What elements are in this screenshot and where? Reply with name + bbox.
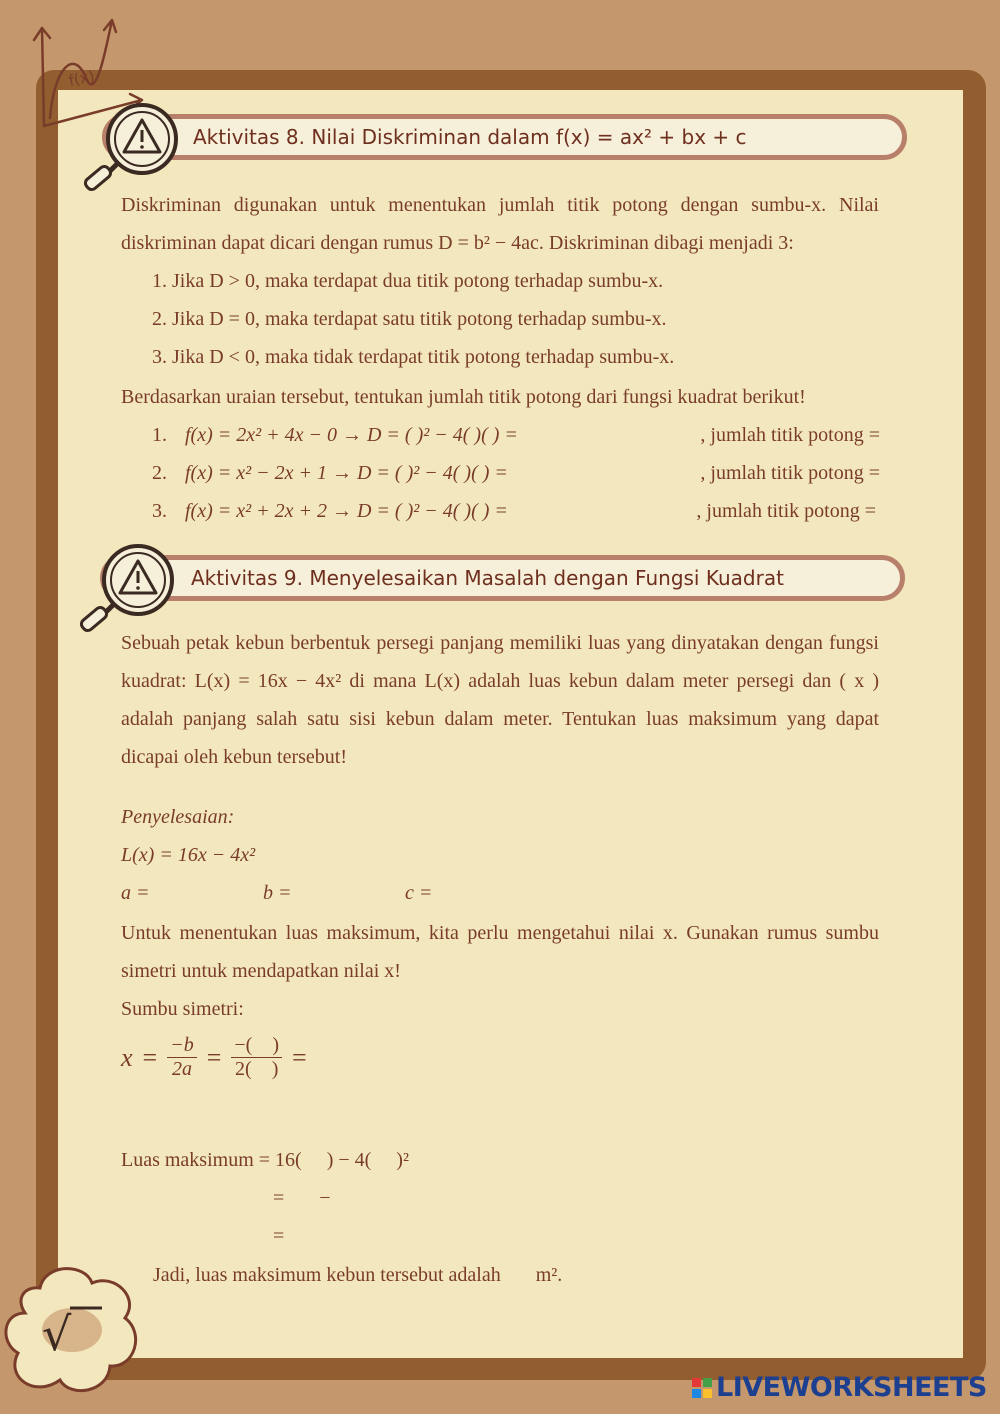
graph-label: f(x) — [67, 66, 97, 90]
rule-3: 3. Jika D < 0, maka tidak terdapat titik potong terhadap sumbu-x. — [152, 346, 675, 368]
fraction-b-2a — [167, 1034, 197, 1081]
max-area-line-2: = − — [273, 1187, 331, 1209]
fraction-numerator: −( ) — [231, 1034, 282, 1058]
fraction-denominator: 2a — [171, 1058, 192, 1080]
axis-x: x — [121, 1042, 133, 1072]
exercise-number: 1. — [152, 424, 167, 446]
logo-text: LIVEWORKSHEETS — [716, 1372, 987, 1403]
sqrt-cloud-icon — [0, 1258, 145, 1403]
axis-label: Sumbu simetri: — [121, 998, 244, 1020]
liveworksheets-logo[interactable] — [692, 1372, 987, 1403]
logo-square — [692, 1378, 701, 1387]
instruction-text: Untuk menentukan luas maksimum, kita perlu mengetahui nilai x. Gunakan rumus sumbu simetri untuk mendapatkan nilai x! — [121, 922, 879, 982]
exercise-expression: f(x) = x² + 2x + 2 → D = ( )² − 4( )( ) = — [185, 500, 508, 522]
exercise-tail: , jumlah titik potong = — [696, 500, 876, 522]
equals-sign: = — [292, 1042, 307, 1072]
activity8-title: Aktivitas 8. Nilai Diskriminan dalam f(x) = ax² + bx + c — [193, 125, 747, 149]
exercise-number: 2. — [152, 462, 167, 484]
logo-squares-icon — [692, 1378, 712, 1398]
axis-formula — [121, 1034, 317, 1081]
solution-label: Penyelesaian: — [121, 806, 235, 828]
exercise-row — [152, 416, 880, 454]
max-area-line-1: Luas maksimum = 16( ) − 4( )² — [121, 1149, 409, 1171]
logo-square — [692, 1389, 701, 1398]
activity8-banner — [102, 114, 907, 160]
activity9-title: Aktivitas 9. Menyelesaikan Masalah dengan Fungsi Kuadrat — [191, 566, 784, 590]
rule-1: 1. Jika D > 0, maka terdapat dua titik potong terhadap sumbu-x. — [152, 270, 664, 292]
fraction-denominator: 2( ) — [235, 1058, 279, 1080]
function-expression: L(x) = 16x − 4x² — [121, 844, 256, 866]
rule-2: 2. Jika D = 0, maka terdapat satu titik potong terhadap sumbu-x. — [152, 308, 667, 330]
equals-sign: = — [206, 1042, 222, 1072]
activity8-intro: Diskriminan digunakan untuk menentukan jumlah titik potong dengan sumbu-x. Nilai diskriminan dapat dicari dengan rumus D = b² − 4ac. Diskriminan dibagi menjadi 3: — [121, 194, 879, 254]
fraction-numerator: −b — [167, 1034, 197, 1058]
coef-a: a = — [121, 882, 150, 904]
logo-square — [703, 1389, 712, 1398]
coef-b: b = — [263, 882, 292, 904]
exercise-row — [152, 492, 876, 530]
exercise-tail: , jumlah titik potong = — [700, 424, 880, 446]
sqrt-symbol: √ — [42, 1307, 72, 1361]
exercise-expression: f(x) = x² − 2x + 1 → D = ( )² − 4( )( ) = — [185, 462, 508, 484]
warning-magnifier-icon — [82, 102, 182, 197]
coef-c: c = — [405, 882, 433, 904]
conclusion: Jadi, luas maksimum kebun tersebut adalah m². — [153, 1264, 563, 1286]
exercise-row — [152, 454, 880, 492]
logo-square — [703, 1378, 712, 1387]
activity9-problem: Sebuah petak kebun berbentuk persegi panjang memiliki luas yang dinyatakan dengan fungsi kuadrat: L(x) = 16x − 4x² di mana L(x) adalah luas kebun dalam meter persegi dan ( x ) adalah panjang salah satu sisi kebun dalam meter. Tentukan luas maksimum yang dapat dicapai oleh kebun tersebut! — [121, 632, 879, 768]
exercise-number: 3. — [152, 500, 167, 522]
activity8-prompt: Berdasarkan uraian tersebut, tentukan jumlah titik potong dari fungsi kuadrat berikut! — [121, 386, 806, 408]
activity9-banner — [100, 555, 905, 601]
fraction-fill-in — [231, 1034, 282, 1081]
exercise-tail: , jumlah titik potong = — [700, 462, 880, 484]
exercise-expression: f(x) = 2x² + 4x − 0 → D = ( )² − 4( )( ) = — [185, 424, 518, 446]
max-area-line-3: = — [273, 1225, 285, 1247]
equals-sign: = — [142, 1042, 158, 1072]
